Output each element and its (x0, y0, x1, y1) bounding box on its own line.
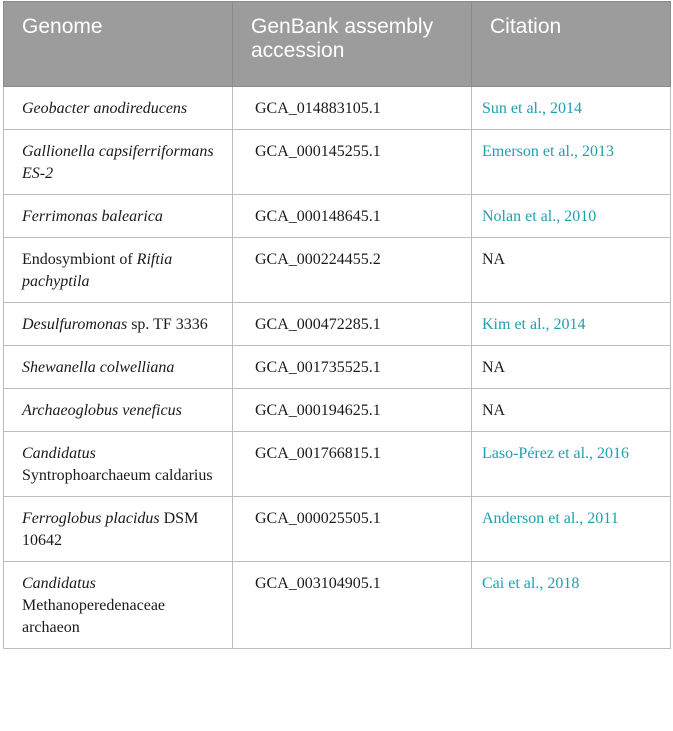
citation-cell (472, 497, 671, 562)
table-row (4, 303, 671, 346)
accession-cell: GCA_000472285.1 (233, 303, 472, 346)
table-row (4, 497, 671, 562)
genome-cell (4, 389, 233, 432)
genome-italic-name: Candidatus (22, 445, 96, 462)
table-row (4, 432, 671, 497)
genome-italic-name: Ferrimonas balearica (22, 208, 163, 225)
genome-table (3, 1, 671, 649)
accession-cell: GCA_000224455.2 (233, 238, 472, 303)
genome-cell (4, 87, 233, 130)
citation-cell (472, 346, 671, 389)
table-row (4, 346, 671, 389)
citation-text: NA (482, 402, 506, 419)
header-genome: Genome (4, 2, 233, 87)
genome-cell (4, 432, 233, 497)
citation-cell (472, 130, 671, 195)
accession-cell: GCA_000145255.1 (233, 130, 472, 195)
table-body (4, 87, 671, 649)
table-header (4, 2, 671, 87)
genome-italic-name: Geobacter anodireducens (22, 100, 188, 117)
citation-link[interactable]: Nolan et al., 2010 (482, 208, 597, 225)
citation-cell (472, 195, 671, 238)
accession-cell: GCA_001766815.1 (233, 432, 472, 497)
genome-cell (4, 497, 233, 562)
table-row (4, 130, 671, 195)
accession-cell: GCA_000148645.1 (233, 195, 472, 238)
accession-cell: GCA_001735525.1 (233, 346, 472, 389)
citation-link[interactable]: Emerson et al., 2013 (482, 143, 614, 160)
citation-cell (472, 238, 671, 303)
genome-italic-name: Archaeoglobus veneficus (22, 402, 182, 419)
genome-italic-name: Gallionella capsiferriformans ES-2 (22, 143, 214, 182)
table-row (4, 562, 671, 649)
accession-cell: GCA_003104905.1 (233, 562, 472, 649)
genome-italic-name: Ferroglobus placidus (22, 510, 160, 527)
citation-link[interactable]: Laso-Pérez et al., 2016 (482, 445, 630, 462)
genome-suffix: Syntrophoarchaeum caldarius (22, 467, 213, 484)
accession-cell: GCA_000025505.1 (233, 497, 472, 562)
header-citation: Citation (472, 2, 671, 87)
citation-text: NA (482, 359, 506, 376)
accession-cell: GCA_000194625.1 (233, 389, 472, 432)
genome-italic-name: Candidatus (22, 575, 96, 592)
accession-cell: GCA_014883105.1 (233, 87, 472, 130)
genome-prefix: Endosymbiont of (22, 251, 137, 268)
citation-link[interactable]: Anderson et al., 2011 (482, 510, 619, 527)
genome-suffix: DSM 10642 (22, 510, 199, 549)
table-row (4, 87, 671, 130)
genome-italic-name: Shewanella colwelliana (22, 359, 175, 376)
genome-cell (4, 195, 233, 238)
citation-text: NA (482, 251, 506, 268)
citation-cell (472, 389, 671, 432)
table-row (4, 389, 671, 432)
citation-cell (472, 562, 671, 649)
genome-suffix: Methanoperedenaceae archaeon (22, 597, 166, 636)
genome-italic-name: Desulfuromonas (22, 316, 128, 333)
table-row (4, 195, 671, 238)
citation-cell (472, 432, 671, 497)
citation-cell (472, 303, 671, 346)
citation-link[interactable]: Cai et al., 2018 (482, 575, 580, 592)
header-accession: GenBank assembly accession (233, 2, 472, 87)
genome-cell (4, 303, 233, 346)
genome-suffix: sp. TF 3336 (127, 316, 208, 333)
genome-cell (4, 562, 233, 649)
citation-cell (472, 87, 671, 130)
genome-cell (4, 346, 233, 389)
citation-link[interactable]: Kim et al., 2014 (482, 316, 586, 333)
table-row (4, 238, 671, 303)
citation-link[interactable]: Sun et al., 2014 (482, 100, 582, 117)
genome-cell (4, 130, 233, 195)
header-row (4, 2, 671, 87)
genome-italic-name: Riftia pachyptila (22, 251, 173, 290)
genome-cell (4, 238, 233, 303)
